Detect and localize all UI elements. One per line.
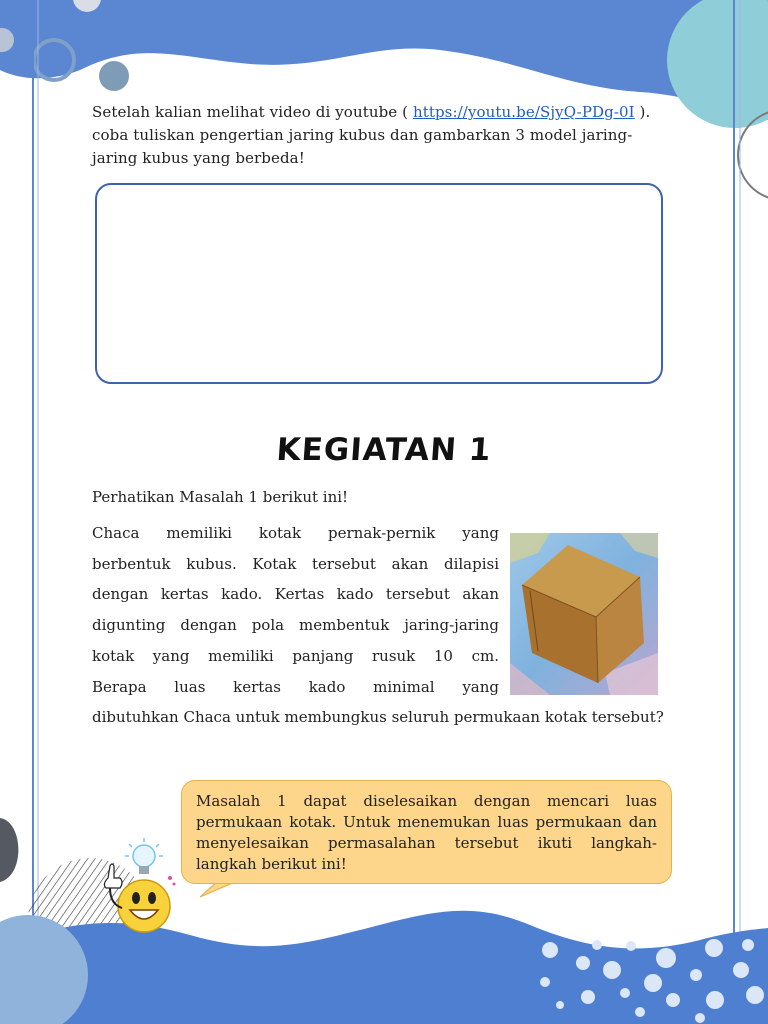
problem-line: kotak yang memiliki panjang rusuk 10 cm.: [92, 646, 499, 665]
smiley-lightbulb-icon: [96, 838, 182, 938]
youtube-link[interactable]: https://youtu.be/SjyQ-PDg-0I: [412, 103, 635, 121]
instruction-before-link: Setelah kalian melihat video di youtube (: [92, 103, 413, 121]
instruction-after-link: ). coba tuliskan pengertian jaring kubus dan gambarkan 3 model jaring-jaring kubus yang berbeda!: [92, 103, 651, 167]
problem-line: Berapa luas kertas kado minimal yang: [92, 677, 499, 696]
hint-text: Masalah 1 dapat diselesaikan dengan mencari luas permukaan kotak. Untuk menemukan luas permukaan dan menyelesaikan permasalahan tersebut ikuti langkah-langkah berikut ini!: [196, 792, 657, 873]
answer-box[interactable]: [95, 183, 663, 384]
problem-line: digunting dengan pola membentuk jaring-jaring: [92, 616, 499, 635]
problem-line: dengan kertas kado. Kertas kado tersebut akan: [92, 585, 499, 604]
problem-line: berbentuk kubus. Kotak tersebut akan dilapisi: [92, 554, 499, 573]
instruction-text: [92, 101, 666, 170]
problem-tail: dibutuhkan Chaca untuk membungkus seluruh permukaan kotak tersebut?: [92, 708, 664, 727]
activity-lead: Perhatikan Masalah 1 berikut ini!: [92, 488, 349, 506]
problem-line: Chaca memiliki kotak pernak-pernik yang: [92, 524, 499, 542]
activity-title: KEGIATAN 1: [275, 432, 493, 468]
cardboard-box-photo: [510, 533, 658, 695]
